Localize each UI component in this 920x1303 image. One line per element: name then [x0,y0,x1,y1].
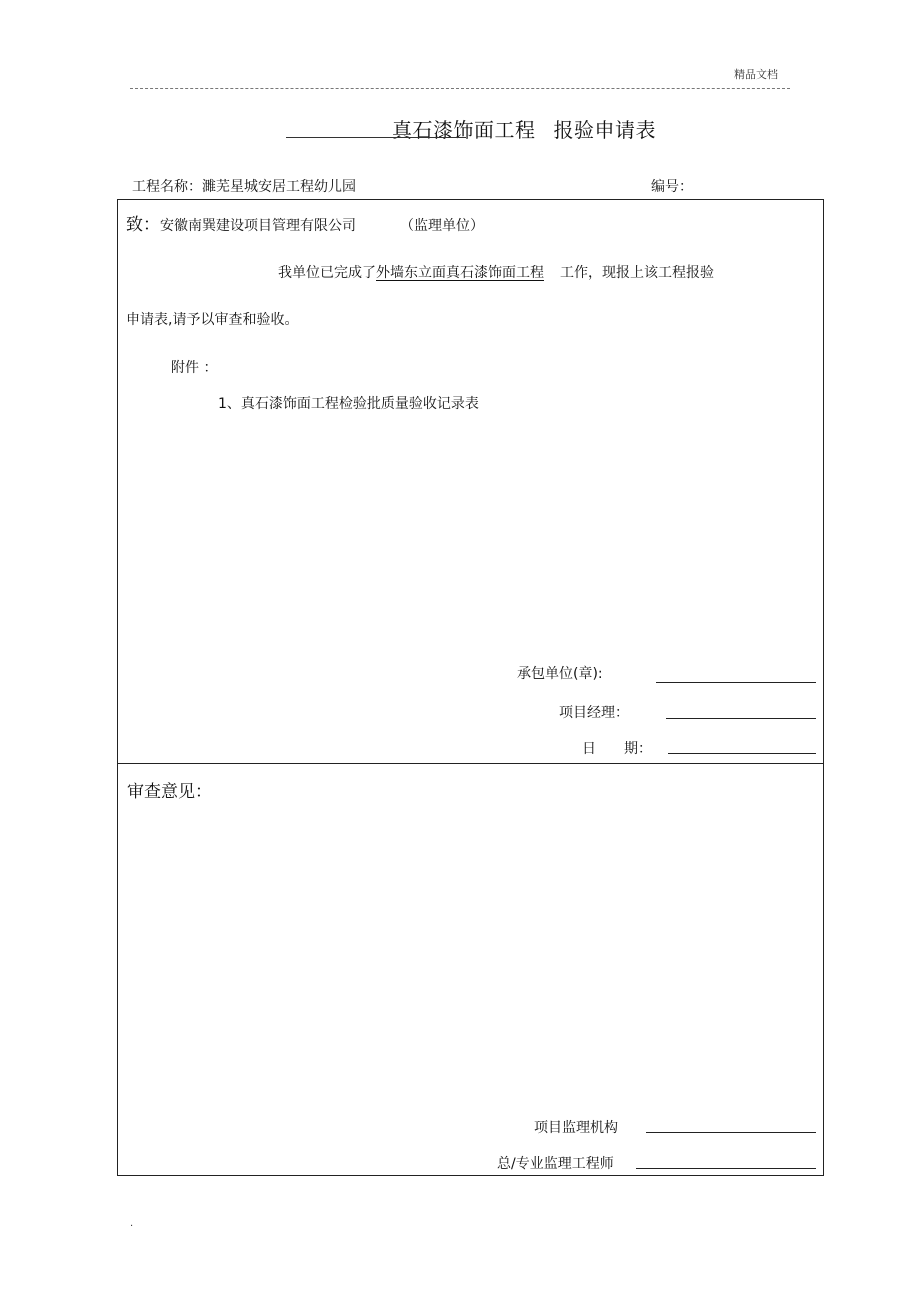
project-manager-label: 项目经理： [559,705,629,721]
project-manager-line [666,718,816,719]
date-line [668,753,816,754]
title-part2: 报验申请表 [553,118,656,142]
supervision-engineer-label: 总/专业监理工程师 [497,1156,614,1172]
body-line1-post: 工作，现报上该工程报验 [560,265,714,281]
supervision-engineer-line [636,1168,816,1169]
project-name: 濉芜星城安居工程幼儿园 [202,179,356,195]
body-work-item: 外墙东立面真石漆饰面工程 [376,265,544,281]
section-divider [117,763,824,764]
supervision-org-label: 项目监理机构 [534,1120,618,1136]
header-rule [130,88,790,89]
project-line [132,176,356,196]
footer-dot: . [130,1218,134,1229]
title-underline [286,137,466,138]
to-company: 安徽南巽建设项目管理有限公司 [160,218,356,234]
to-prefix: 致： [126,215,160,235]
supervision-org-line [646,1132,816,1133]
project-label: 工程名称： [132,179,202,195]
page-title [392,114,656,143]
body-line-2: 申请表,请予以审查和验收。 [126,312,299,328]
body-line-1 [278,262,714,282]
form-box [117,199,824,1176]
number-line [651,176,693,196]
header-tag: 精品文档 [734,68,778,81]
number-label: 编号： [651,179,693,195]
title-part1: 真石漆饰面工程 [392,118,536,142]
review-label: 审查意见： [127,782,212,802]
date-label: 日 期： [582,741,652,757]
contractor-unit-label: 承包单位(章): [517,666,603,682]
to-role: （监理单位） [400,218,484,234]
body-line1-pre: 我单位已完成了 [278,265,376,281]
attachment-item: 1、真石漆饰面工程检验批质量验收记录表 [218,396,479,412]
contractor-unit-line [656,682,816,683]
addressee-line [126,210,484,235]
attachments-label: 附件 ： [171,360,218,376]
